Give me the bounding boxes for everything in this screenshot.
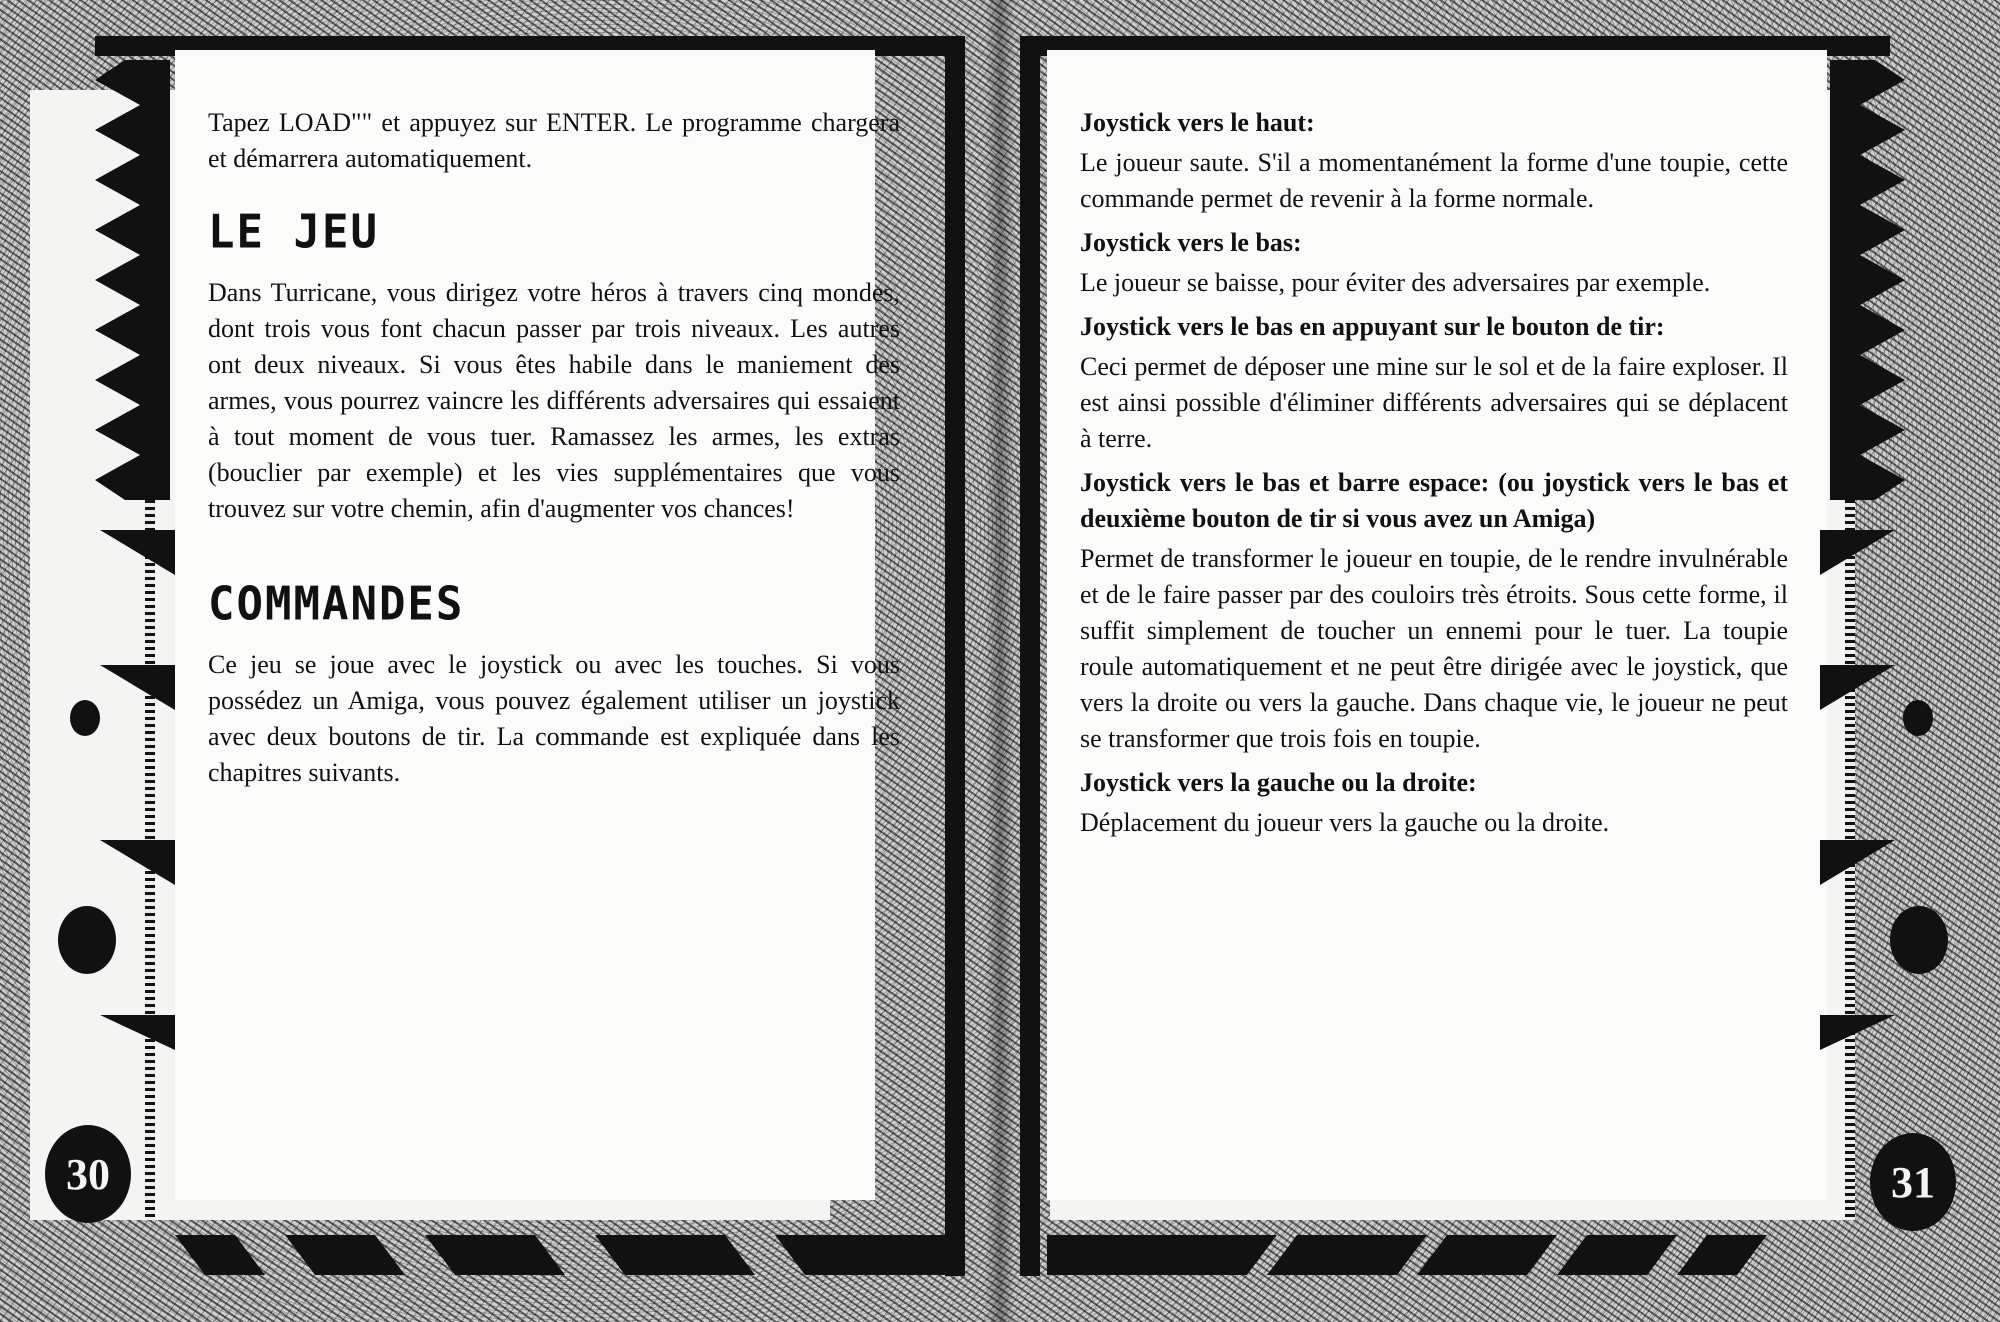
command-description: Permet de transformer le joueur en toupie, de le rendre invulnérable et de le faire passer par des couloirs très étroits. Sous cette forme, il suffit simplement de toucher un ennemi pour le tuer. La toupie roule automatiquement et ne peut être dirigée avec le joystick, que vers la droite ou vers la gauche. Dans chaque vie, le joueur ne peut se transformer que trois fois en toupie. [1080, 544, 1788, 753]
command-title: Joystick vers le bas: [1080, 228, 1302, 257]
right-frame-side [1020, 36, 1040, 1276]
right-page [1010, 0, 2000, 1322]
left-bottom-stripes [175, 1235, 960, 1275]
left-text-column [208, 105, 900, 799]
right-sawtooth-decoration [1830, 60, 1905, 500]
command-title: Joystick vers le bas et barre espace: (ou joystick vers le bas et deuxième bouton de tir si vous avez un Amiga) [1080, 468, 1788, 533]
command-item [1080, 765, 1788, 841]
intro-paragraph: Tapez LOAD"" et appuyez sur ENTER. Le programme chargera et démarrera automatiquement. [208, 108, 900, 173]
command-item [1080, 465, 1788, 757]
left-sawtooth-decoration [95, 60, 170, 500]
le-jeu-paragraph: Dans Turricane, vous dirigez votre héros à travers cinq mondes, dont trois vous font chacun passer par trois niveaux. Les autres ont deux niveaux. Si vous êtes habile dans le maniement des armes, vous pourrez vaincre les différents adversaires qui essaient à tout moment de vous tuer. Ramassez les armes, les extras (bouclier par exemple) et les vies supplémentaires que vous trouvez sur votre chemin, afin d'augmenter vos chances! [208, 278, 900, 523]
section-heading-commandes: COMMANDES [208, 577, 465, 632]
left-large-dot [58, 906, 116, 974]
left-page [0, 0, 990, 1322]
page-number-badge: 31 [1870, 1133, 1956, 1231]
command-title: Joystick vers la gauche ou la droite: [1080, 768, 1477, 797]
right-large-dot [1890, 906, 1948, 974]
command-description: Ceci permet de déposer une mine sur le sol et de la faire exploser. Il est ainsi possible d'éliminer différents adversaires qui se déplacent à terre. [1080, 352, 1788, 453]
command-title: Joystick vers le bas en appuyant sur le bouton de tir: [1080, 312, 1665, 341]
page-number-badge: 30 [45, 1125, 131, 1223]
command-item [1080, 225, 1788, 301]
commandes-paragraph: Ce jeu se joue avec le joystick ou avec les touches. Si vous possédez un Amiga, vous pouvez également utiliser un joystick avec deux boutons de tir. La commande est expliquée dans les chapitres suivants. [208, 650, 900, 787]
right-text-column [1080, 105, 1788, 849]
section-heading-le-jeu: LE JEU [208, 205, 379, 260]
command-item [1080, 105, 1788, 217]
command-title: Joystick vers le haut: [1080, 108, 1315, 137]
right-bottom-stripes [1047, 1235, 1897, 1275]
command-description: Le joueur se baisse, pour éviter des adversaires par exemple. [1080, 268, 1711, 297]
right-small-dot [1903, 700, 1933, 736]
left-triangle-markers [100, 530, 175, 1050]
command-item [1080, 309, 1788, 457]
command-description: Déplacement du joueur vers la gauche ou la droite. [1080, 808, 1610, 837]
left-small-dot [70, 700, 100, 736]
left-frame-side [945, 36, 965, 1276]
command-description: Le joueur saute. S'il a momentanément la forme d'une toupie, cette commande permet de revenir à la forme normale. [1080, 148, 1788, 213]
right-triangle-markers [1820, 530, 1895, 1050]
